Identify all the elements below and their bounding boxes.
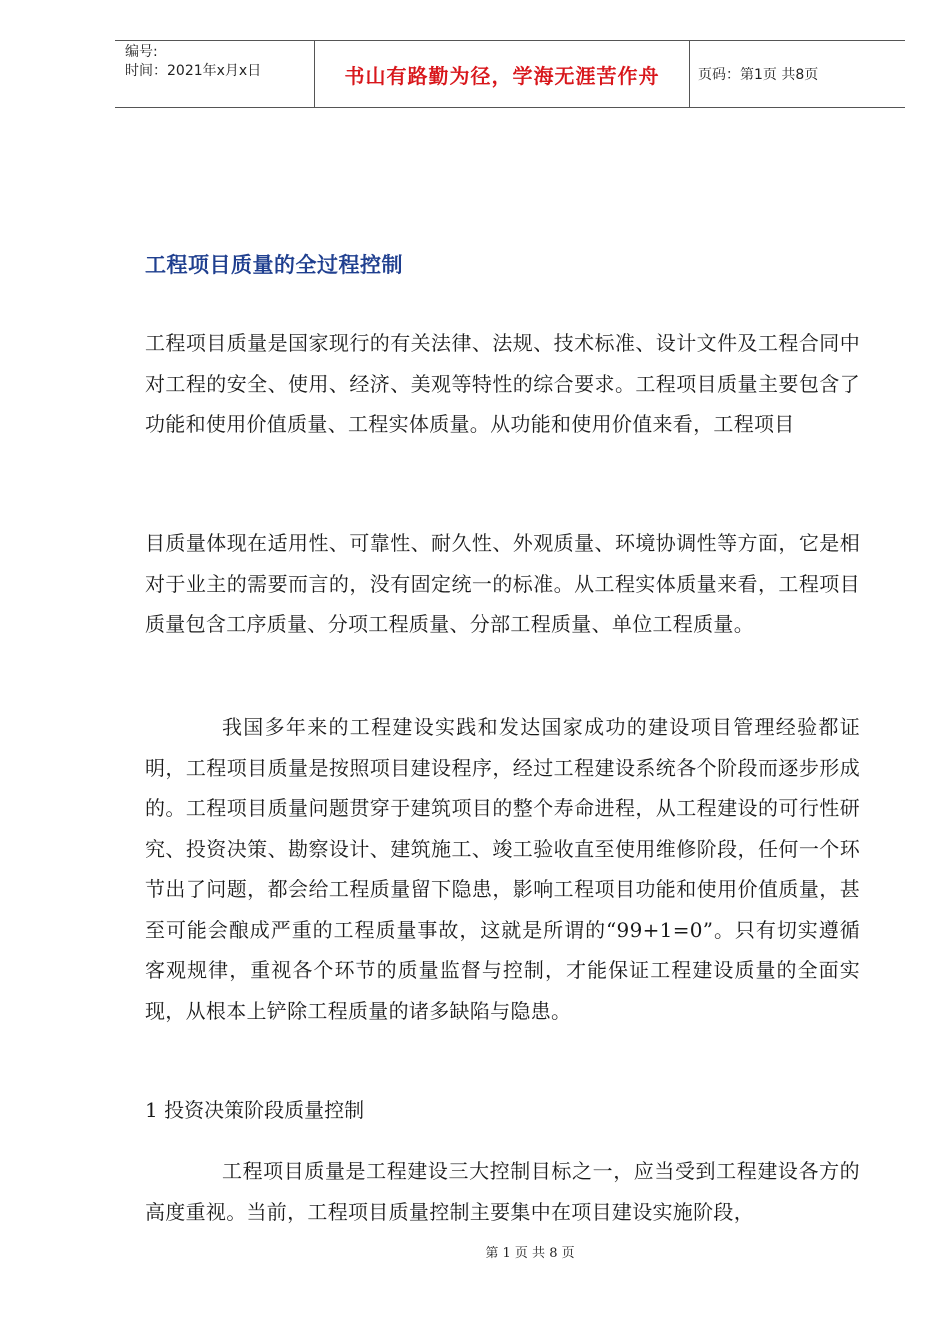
page-header bbox=[115, 40, 905, 108]
header-motto: 书山有路勤为径，学海无涯苦作舟 bbox=[315, 41, 690, 107]
paragraph-1: 工程项目质量是国家现行的有关法律、法规、技术标准、设计文件及工程合同中对工程的安全、使用、经济、美观等特性的综合要求。工程项目质量主要包含了功能和使用价值质量、工程实体质量。从功能和使用价值来看，工程项目 bbox=[145, 331, 860, 436]
header-meta bbox=[115, 41, 315, 107]
paragraph-2: 目质量体现在适用性、可靠性、耐久性、外观质量、环境协调性等方面，它是相对于业主的需要而言的，没有固定统一的标准。从工程实体质量来看，工程项目质量包含工序质量、分项工程质量、分部工程质量、单位工程质量。 bbox=[145, 531, 860, 636]
section-heading: 1 投资决策阶段质量控制 bbox=[145, 1098, 365, 1122]
document-number-label: 编号: bbox=[125, 44, 158, 60]
document-title: 工程项目质量的全过程控制 bbox=[145, 253, 403, 277]
paragraph-4: 工程项目质量是工程建设三大控制目标之一，应当受到工程建设各方的高度重视。当前，工程项目质量控制主要集中在项目建设实施阶段， bbox=[145, 1159, 860, 1224]
paragraph-3: 我国多年来的工程建设实践和发达国家成功的建设项目管理经验都证明，工程项目质量是按照项目建设程序，经过工程建设系统各个阶段而逐步形成的。工程项目质量问题贯穿于建筑项目的整个寿命进程，从工程建设的可行性研究、投资决策、勘察设计、建筑施工、竣工验收直至使用维修阶段，任何一个环节出了问题，都会给工程质量留下隐患，影响工程项目功能和使用价值质量，甚至可能会酿成严重的工程质量事故，这就是所谓的“99+1=0”。只有切实遵循客观规律，重视各个环节的质量监督与控制，才能保证工程建设质量的全面实现，从根本上铲除工程质量的诸多缺陷与隐患。 bbox=[145, 715, 860, 1023]
document-time-label: 时间：2021年x月x日 bbox=[125, 63, 262, 79]
page-footer: 第 1 页 共 8 页 bbox=[485, 1246, 575, 1261]
header-page-info: 页码：第1页 共8页 bbox=[698, 67, 819, 83]
